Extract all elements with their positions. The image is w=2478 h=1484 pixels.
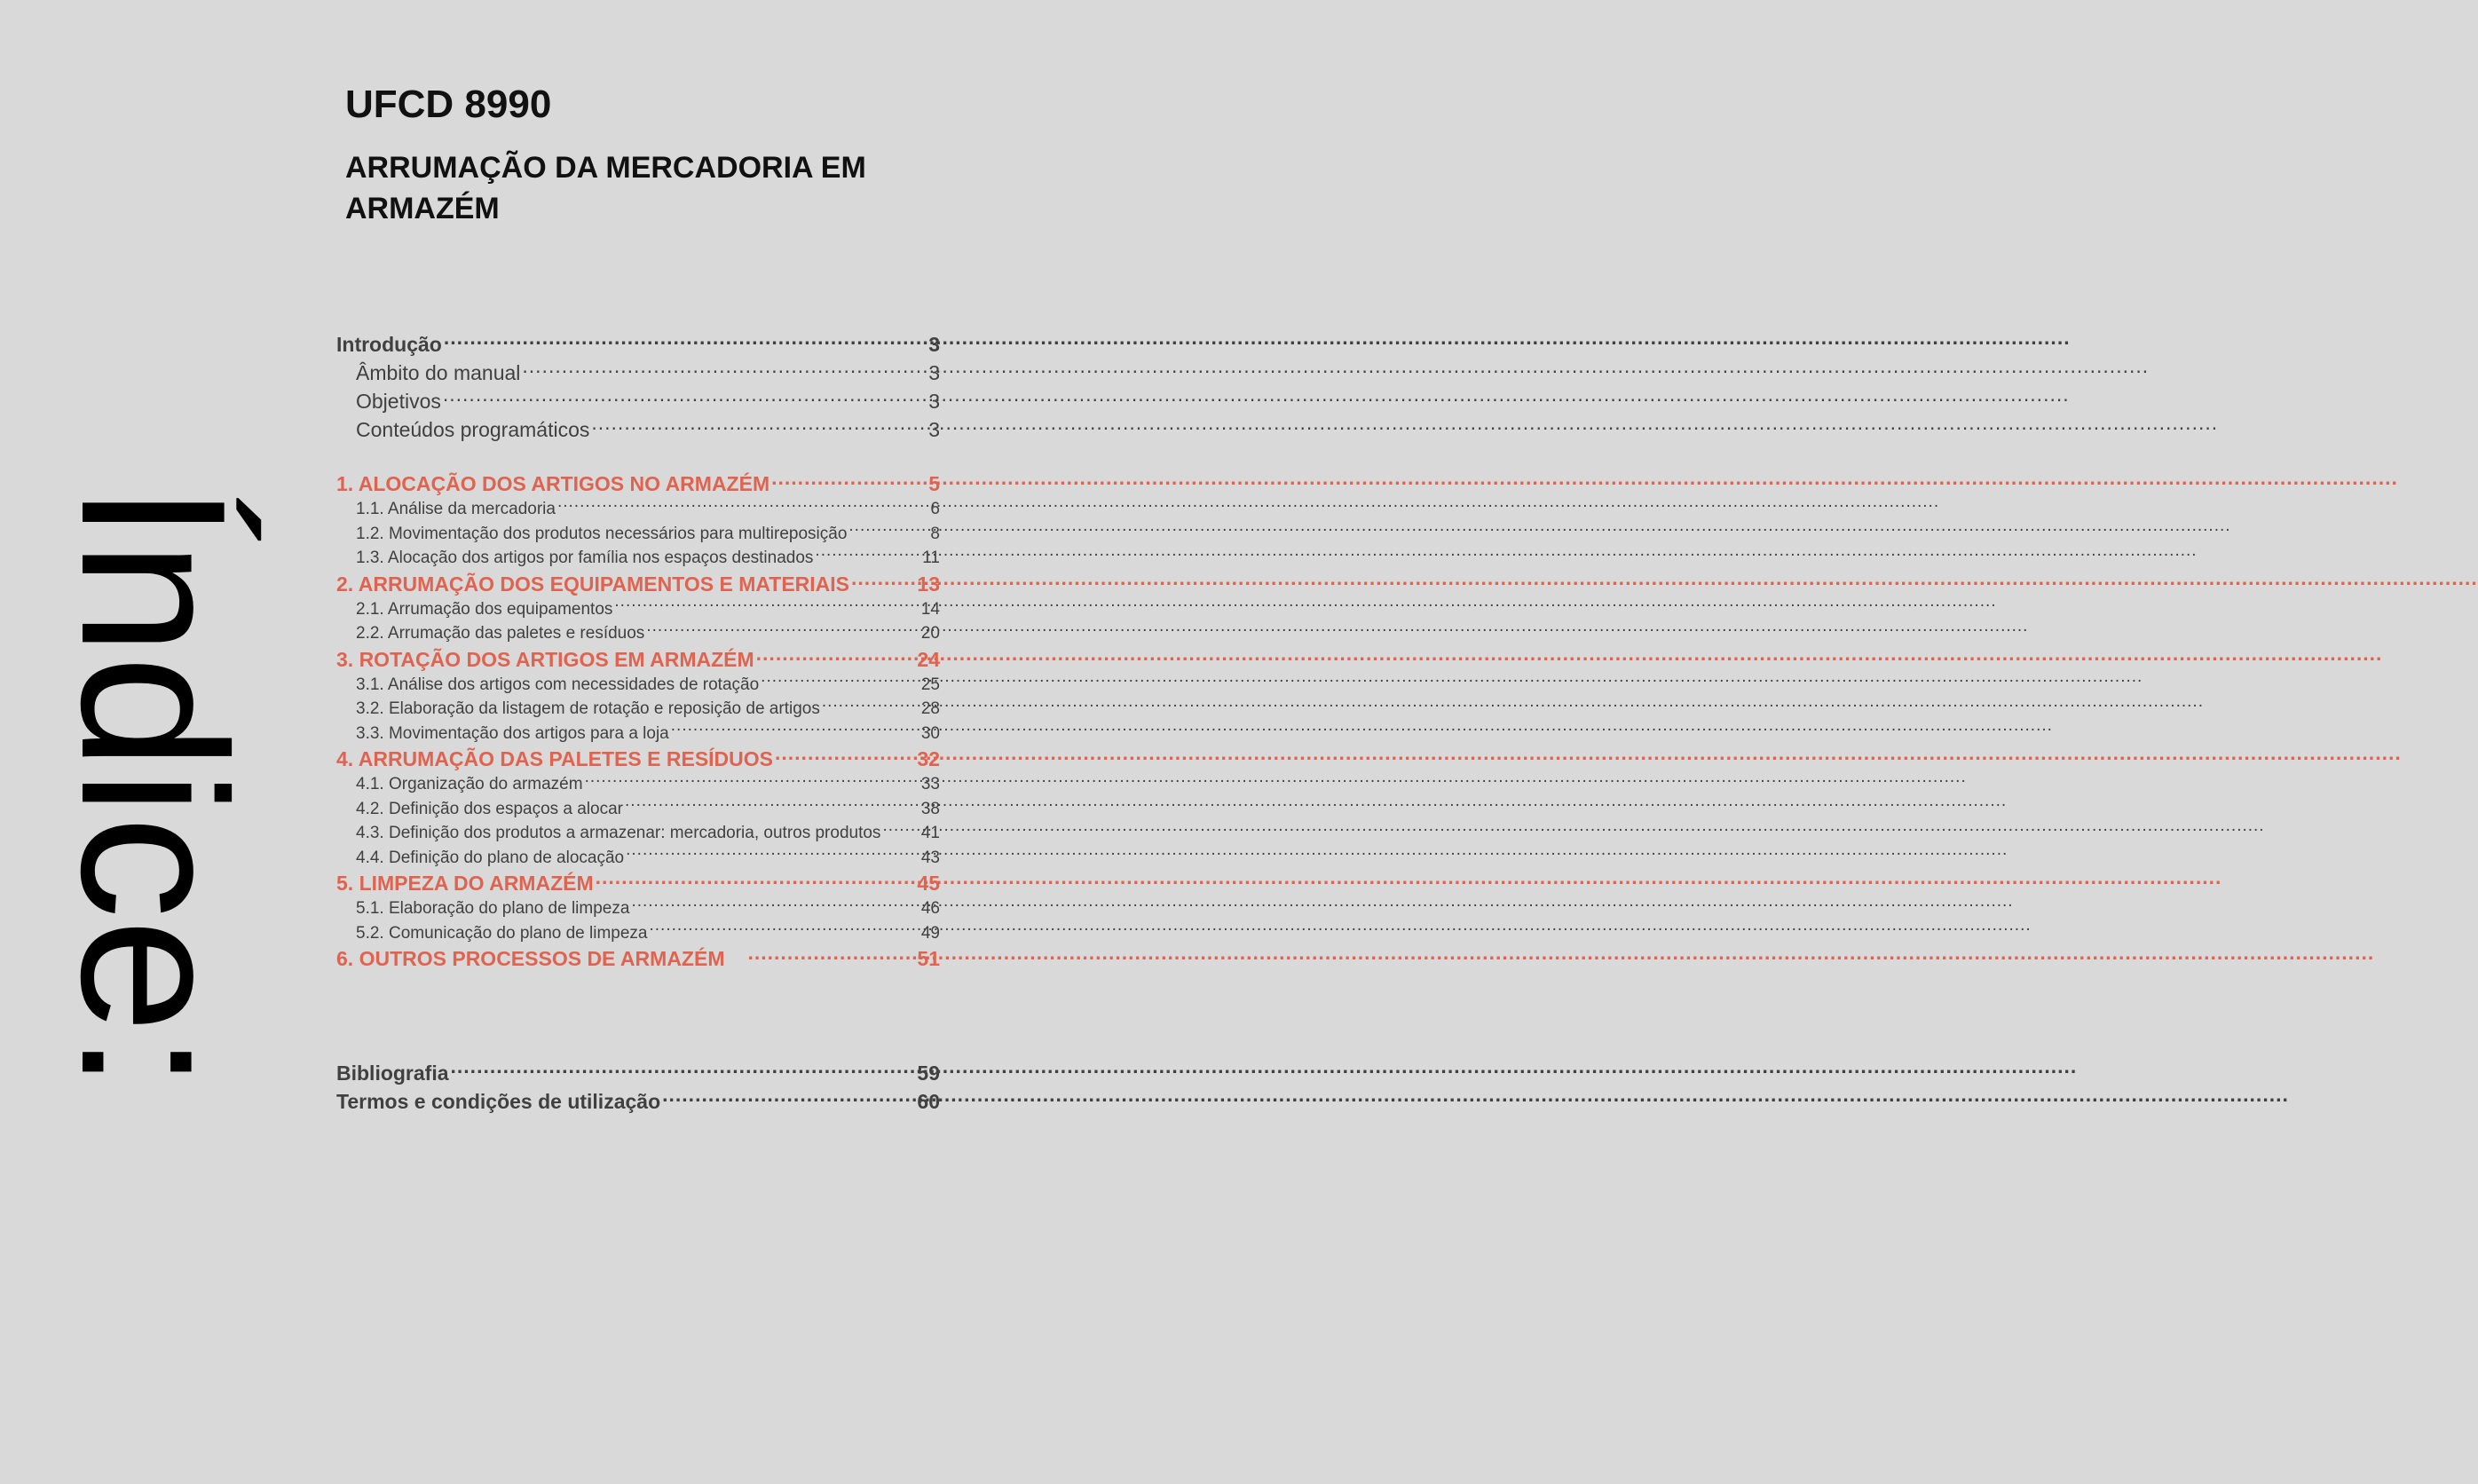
toc-section-label: 4.4. Definição do plano de alocação [356,848,625,867]
toc-section-label: 3.3. Movimentação dos artigos para a loja [356,723,669,743]
toc-entry-termos[interactable] [336,1087,940,1116]
toc-leader [775,746,915,766]
toc-page-number: 3 [928,333,940,356]
toc-leader [625,797,919,814]
toc-page-number: 45 [917,872,940,895]
toc-leader [851,571,915,591]
toc-leader [646,621,919,638]
toc-leader [848,522,928,539]
toc-entry-label: Âmbito do manual [356,361,521,384]
toc-leader [756,646,916,667]
toc-entry-label: Objetivos [356,390,441,413]
toc-leader [882,821,919,838]
toc-leader [585,772,919,789]
toc-section-1-3[interactable] [336,546,940,571]
toc-page-number: 13 [917,572,940,596]
document-header [345,82,967,229]
toc-leader [451,1060,916,1080]
side-title-text: Índice: [38,484,268,1091]
toc-leader [444,331,927,351]
toc-chapter-label: 3. ROTAÇÃO DOS ARTIGOS EM ARMAZÉM [336,647,754,671]
toc-entry-label: Termos e condições de utilização [336,1090,661,1113]
toc-section-label: 2.1. Arrumação dos equipamentos [356,599,613,619]
toc-page-number: 49 [920,923,940,943]
toc-section-label: 4.3. Definição dos produtos a armazenar: mercadoria, outros produtos [356,824,881,842]
toc-page-number: 6 [930,500,940,518]
toc-entry-conteudos[interactable] [336,415,940,444]
toc-page-number: 30 [920,723,940,743]
toc-leader [591,416,927,437]
toc-chapter-label: 2. ARRUMAÇÃO DOS EQUIPAMENTOS E MATERIAIS [336,572,850,596]
toc-entry-label: Introdução [336,333,442,356]
toc-section-4-2[interactable] [336,797,940,822]
toc-entry-label: Bibliografia [336,1062,449,1085]
toc-page-number: 8 [930,524,940,543]
toc-leader [631,896,919,913]
toc-page-number: 59 [917,1062,940,1085]
index-page [0,0,1047,1484]
toc-page-number: 14 [920,599,940,619]
toc-leader [626,846,919,863]
toc-leader [557,497,928,514]
toc-section-label: 1.3. Alocação dos artigos por família nos espaços destinados [356,549,814,567]
toc-chapter-label: 1. ALOCAÇÃO DOS ARTIGOS NO ARMAZÉM [336,472,770,495]
toc-page-number: 3 [928,361,940,384]
toc-leader [771,470,927,491]
toc-page-number: 25 [920,675,940,694]
toc-section-label: 4.1. Organização do armazém [356,775,583,793]
toc-page-number: 41 [920,824,940,842]
toc-page-number: 33 [920,775,940,793]
toc-leader [761,673,919,690]
toc-section-label: 5.1. Elaboração do plano de limpeza [356,899,630,918]
toc-leader [662,1088,915,1109]
toc-page-number: 5 [928,472,940,495]
toc-section-label: 4.2. Definição dos espaços a alocar [356,799,624,818]
toc-section-label: 2.2. Arrumação das paletes e resíduos [356,624,645,643]
toc-chapter-label: 4. ARRUMAÇÃO DAS PALETES E RESÍDUOS [336,747,773,770]
toc-section-label: 1.1. Análise da mercadoria [356,500,556,518]
toc-leader [522,359,927,380]
side-title [38,484,268,1194]
toc-page-number: 60 [917,1090,940,1113]
toc-leader [443,388,927,408]
toc-entry-label: Conteúdos programáticos [356,418,590,441]
toc-chapter-label: 5. LIMPEZA DO ARMAZÉM [336,872,594,895]
toc-page-number: 3 [928,418,940,441]
toc-page-number: 43 [920,848,940,867]
toc-page-number: 46 [920,899,940,918]
toc-leader [649,921,919,938]
toc-leader [747,945,915,966]
toc-page-number: 20 [920,624,940,643]
toc-section-label: 3.1. Análise dos artigos com necessidades de rotação [356,675,760,694]
toc-page-number: 3 [928,390,940,413]
toc-leader [671,722,919,738]
course-title: ARRUMAÇÃO DA MERCADORIA EM ARMAZÉM [345,151,866,225]
toc-chapter-label: 6. OUTROS PROCESSOS DE ARMAZÉM [336,947,725,970]
toc-page-number: 24 [917,647,940,671]
toc-leader [596,870,916,890]
toc-page-number: 51 [917,947,940,970]
toc-chapter-6[interactable] [336,945,940,972]
toc-section-label: 5.2. Comunicação do plano de limpeza [356,923,648,943]
toc-leader [614,597,919,614]
toc-page-number: 32 [917,747,940,770]
course-code: UFCD 8990 [345,83,552,126]
toc-page-number: 28 [920,699,940,718]
table-of-contents [336,330,940,1116]
toc-section-label: 1.2. Movimentação dos produtos necessários para multireposição [356,524,848,543]
toc-leader [822,697,919,714]
toc-section-label: 3.2. Elaboração da listagem de rotação e reposição de artigos [356,699,820,718]
toc-page-number: 11 [922,549,940,567]
toc-leader [815,546,920,563]
toc-page-number: 38 [920,799,940,818]
